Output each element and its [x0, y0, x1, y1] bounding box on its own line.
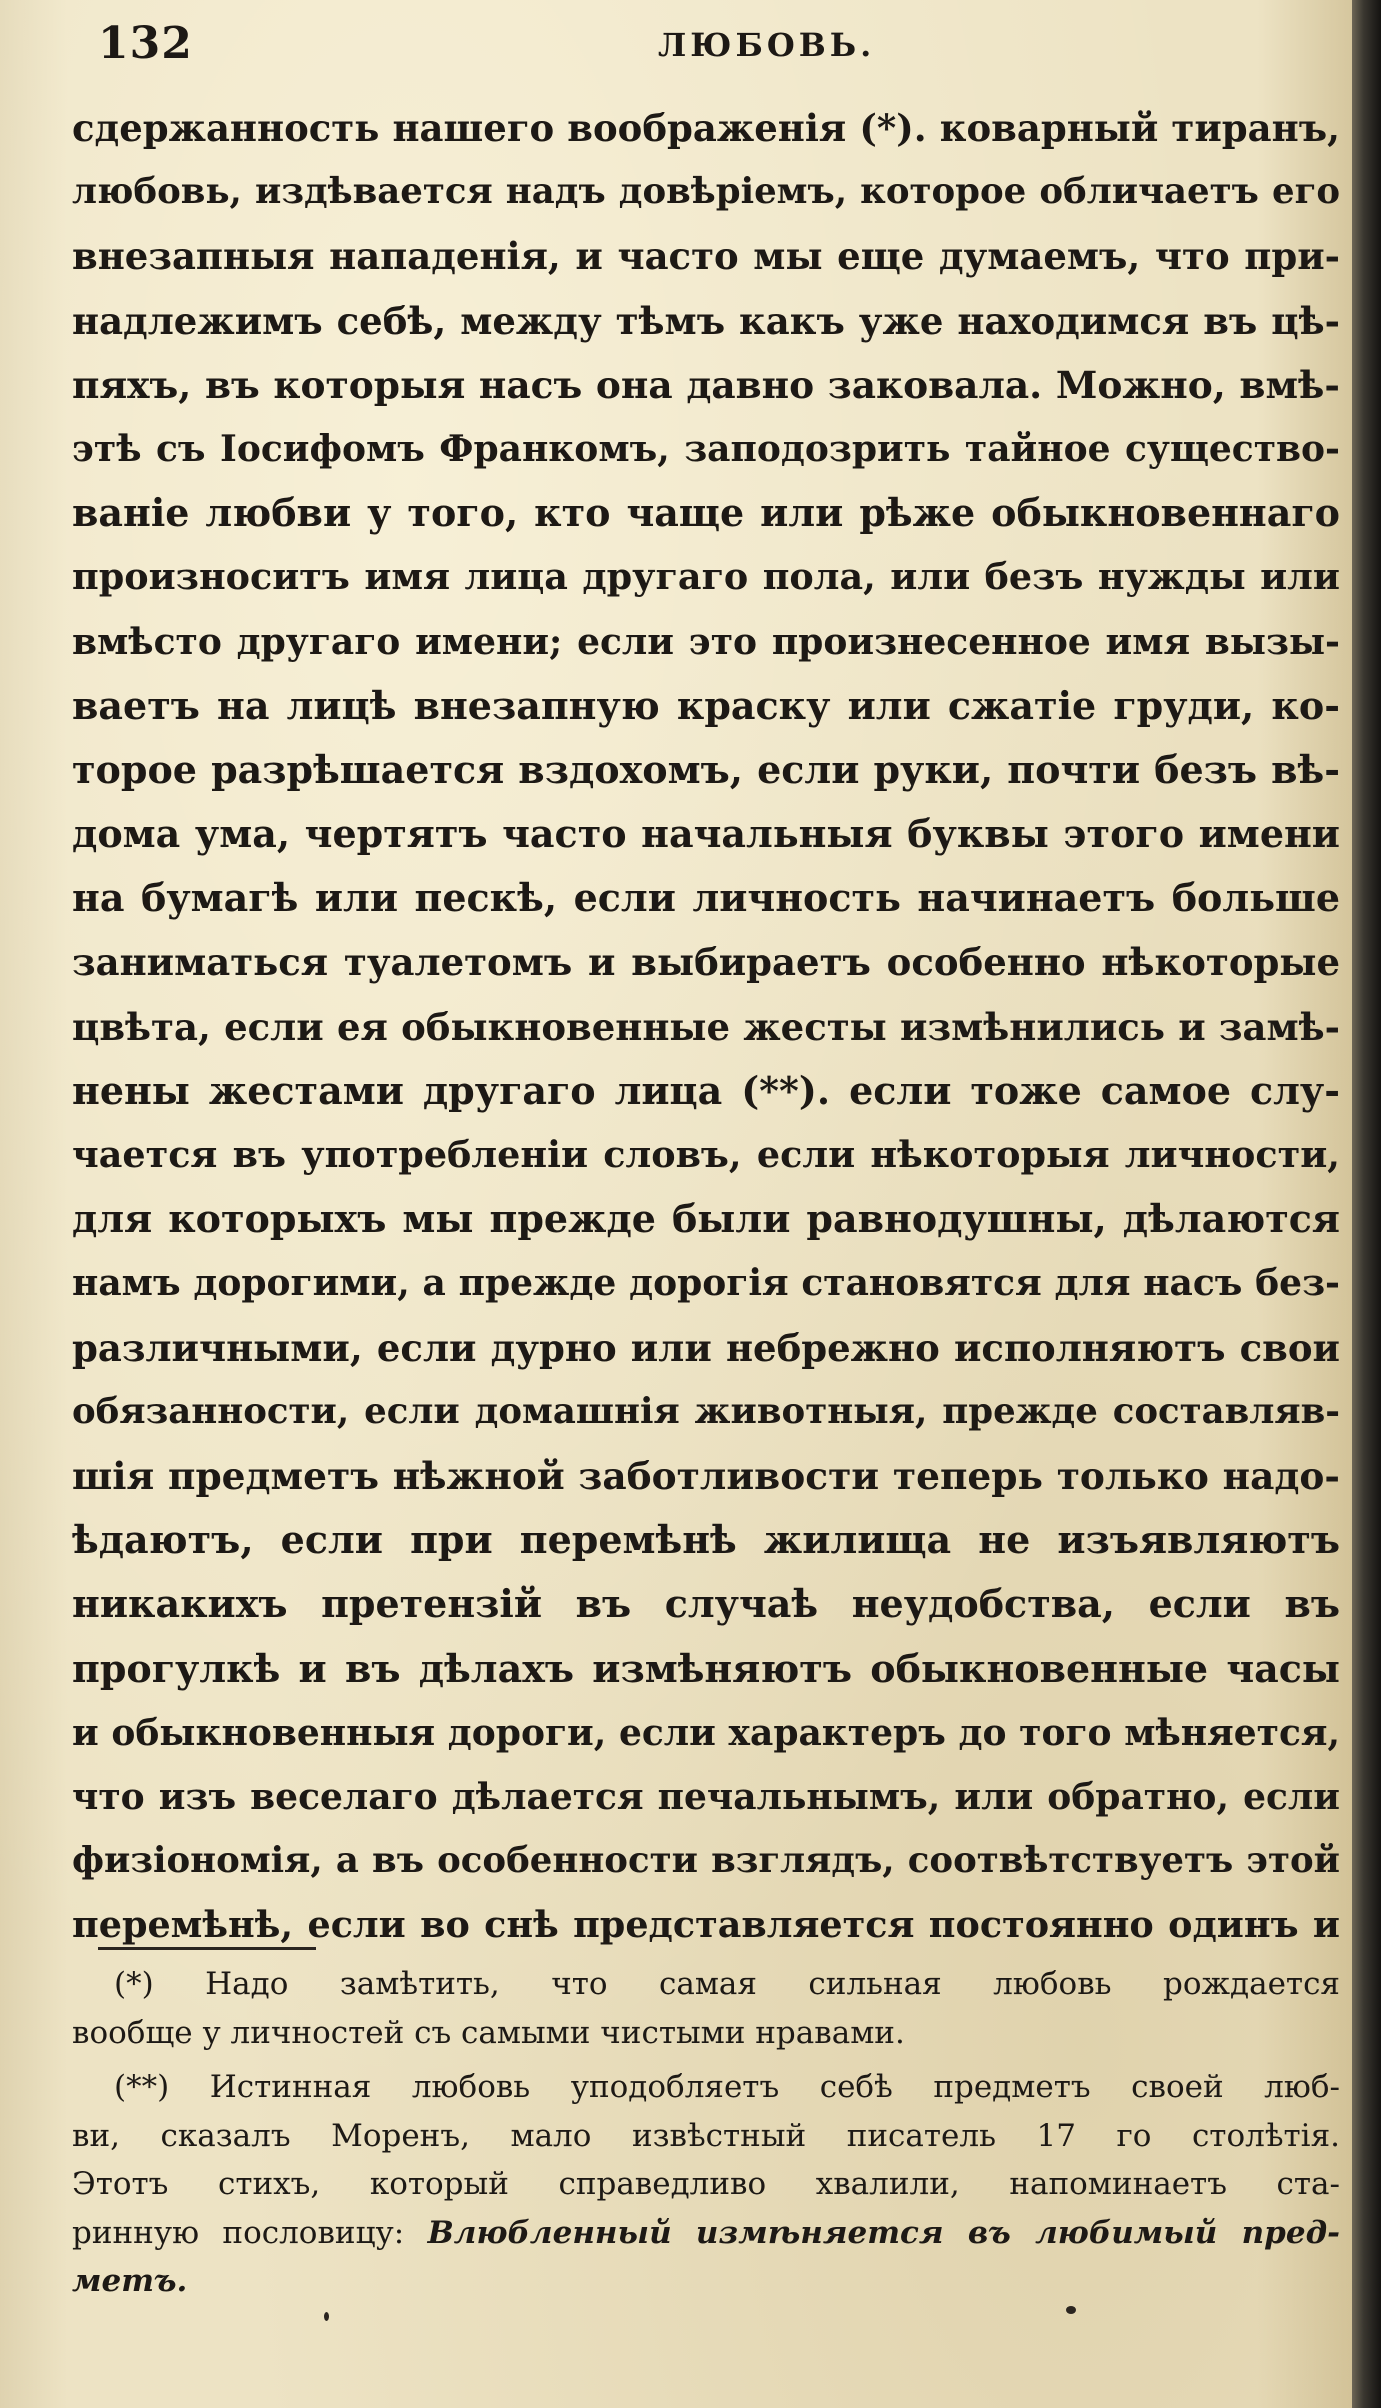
- text-line: перемѣнѣ, если во снѣ представляется постоянно одинъ и: [72, 1903, 1340, 1947]
- footnote-line: Этотъ стихъ, который справедливо хвалили, напоминаетъ ста-: [72, 2166, 1340, 2202]
- footnote-line: (*) Надо замѣтить, что самая сильная любовь рождается: [114, 1966, 1340, 2002]
- footnote-1: [72, 1960, 1340, 2057]
- text-line: внезапныя нападенія, и часто мы еще думаемъ, что при-: [72, 234, 1340, 279]
- text-line: пяхъ, въ которыя насъ она давно заковала. Можно, вмѣ-: [72, 362, 1340, 407]
- text-line: различными, если дурно или небрежно исполняютъ свои: [72, 1325, 1340, 1370]
- page-edge-shadow: [1352, 0, 1381, 2408]
- text-line: вмѣсто другаго имени; если это произнесенное имя вызы-: [72, 620, 1340, 663]
- text-line: прогулкѣ и въ дѣлахъ измѣняютъ обыкновенные часы: [72, 1645, 1340, 1691]
- footnote-divider: [98, 1947, 316, 1950]
- text-line: шія предметъ нѣжной заботливости теперь только надо-: [72, 1453, 1340, 1498]
- footnote-line: вообще у личностей съ самыми чистыми нравами.: [72, 2014, 905, 2051]
- text-line: произноситъ имя лица другаго пола, или безъ нужды или: [72, 555, 1340, 599]
- running-head: ЛЮБОВЬ.: [658, 26, 876, 64]
- text-line: ѣдаютъ, если при перемѣнѣ жилища не изъявляютъ: [72, 1517, 1340, 1563]
- text-line: дома ума, чертятъ часто начальныя буквы этого имени: [72, 811, 1340, 857]
- page-header: [98, 18, 1292, 78]
- text-line: этѣ съ Іосифомъ Франкомъ, заподозрить тайное существо-: [72, 427, 1340, 470]
- footnote-text: ринную пословицу:: [72, 2214, 405, 2251]
- footnote-line: [72, 2209, 1340, 2258]
- footnote-proverb-end: метъ.: [72, 2263, 188, 2299]
- text-line: никакихъ претензій въ случаѣ неудобства, если въ: [72, 1581, 1340, 1627]
- text-line: физіономія, а въ особенности взглядъ, соотвѣтствуетъ этой: [72, 1840, 1340, 1882]
- text-line: на бумагѣ или пескѣ, если личность начинаетъ больше: [72, 875, 1340, 921]
- text-line: обязанности, если домашнія животныя, прежде составляв-: [72, 1390, 1340, 1432]
- text-line: надлежимъ себѣ, между тѣмъ какъ уже находимся въ цѣ-: [72, 298, 1340, 343]
- text-line: намъ дорогими, а прежде дорогія становятся для насъ без-: [72, 1262, 1340, 1305]
- text-line: торое разрѣшается вздохомъ, если руки, почти безъ вѣ-: [72, 746, 1340, 792]
- text-line: и обыкновенныя дороги, если характеръ до того мѣняется,: [72, 1711, 1340, 1754]
- text-line: любовь, издѣвается надъ довѣріемъ, которое обличаетъ его: [72, 171, 1340, 213]
- footnote-proverb: Влюбленный измѣняется въ любимый пред-: [427, 2214, 1340, 2251]
- footnote-2: [72, 2063, 1340, 2306]
- text-line: ваетъ на лицѣ внезапную краску или сжатіе груди, ко-: [72, 682, 1340, 728]
- text-line: что изъ веселаго дѣлается печальнымъ, или обратно, если: [72, 1775, 1340, 1818]
- page-number: 132: [98, 18, 193, 69]
- text-line: сдержанность нашего воображенія (*). коварный тиранъ,: [72, 106, 1340, 150]
- ink-speck: [324, 2312, 329, 2321]
- footnote-line: [72, 2257, 1340, 2306]
- ink-speck: [1066, 2306, 1076, 2314]
- text-line: ваніе любви у того, кто чаще или рѣже обыкновеннаго: [72, 490, 1340, 536]
- text-line: чается въ употребленіи словъ, если нѣкоторыя личности,: [72, 1133, 1340, 1176]
- text-line: для которыхъ мы прежде были равнодушны, дѣлаются: [72, 1196, 1340, 1242]
- footnotes: [72, 1960, 1340, 2306]
- text-line: цвѣта, если ея обыкновенные жесты измѣнились и замѣ-: [72, 1004, 1340, 1049]
- footnote-line: (**) Истинная любовь уподобляетъ себѣ предметъ своей люб-: [114, 2069, 1340, 2105]
- text-line: нены жестами другаго лица (**). если тоже самое слу-: [72, 1067, 1340, 1113]
- text-line: заниматься туалетомъ и выбираетъ особенно нѣкоторые: [72, 940, 1340, 985]
- footnote-line: ви, сказалъ Моренъ, мало извѣстный писатель 17 го столѣтія.: [72, 2117, 1340, 2154]
- body-text: [72, 96, 1340, 1957]
